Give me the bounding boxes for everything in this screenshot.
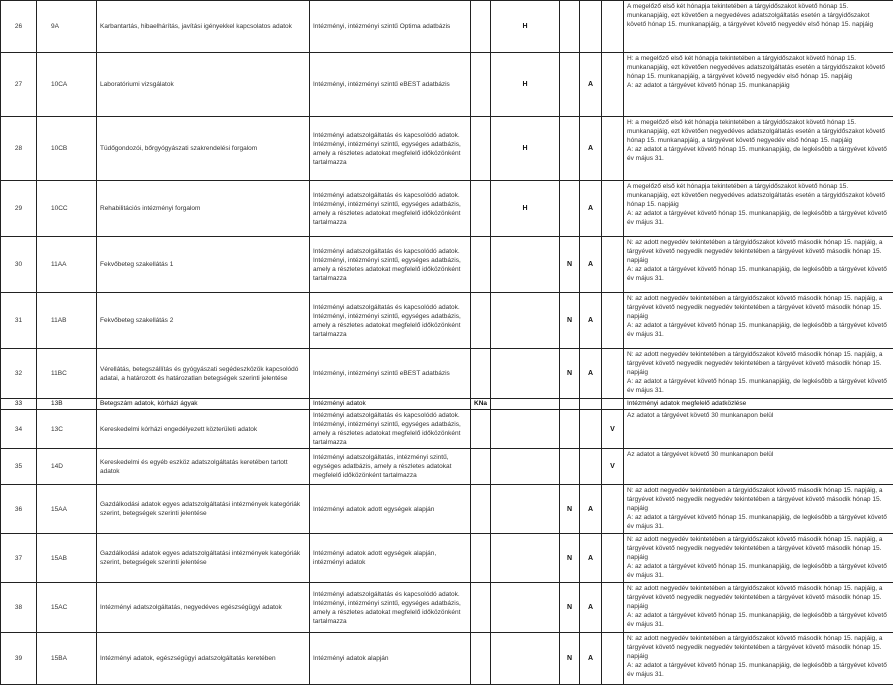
row-deadline-note: N: az adott negyedév tekintetében a tárgyidőszakot követő második hónap 15. napjáig, a tárgyévet követő negyedik negyedév tekintetében a tárgyévet követő második hónap 15. napjáig A: az adatot a tárgyévet követő hónap 15. munkanapjáig, de legkésőbb a tárgyévet követő év május 31.	[624, 633, 893, 685]
row-description: Gazdálkodási adatok egyes adatszolgáltatási intézmények kategóriák szerint, betegségek szerinti jelentése	[97, 485, 310, 534]
row-code: 10CA	[37, 53, 97, 117]
row-flag-h	[491, 293, 560, 349]
row-flag-v	[602, 633, 624, 685]
row-source: Intézményi adatszolgáltatás és kapcsolódó adatok. Intézményi, intézményi szintű, egységes adatbázis, amely a részletes adatokat megfelelő időközönként tartalmazza	[310, 237, 471, 293]
row-deadline-note: N: az adott negyedév tekintetében a tárgyidőszakot követő második hónap 15. napjáig, a tárgyévet követő negyedik negyedév tekintetében a tárgyévet követő második hónap 15. napjáig A: az adatot a tárgyévet követő hónap 15. munkanapjáig, de legkésőbb a tárgyévet követő év május 31.	[624, 534, 893, 583]
row-number: 30	[1, 237, 37, 293]
row-source: Intézményi, intézményi szintű eBEST adatbázis	[310, 53, 471, 117]
row-source: Intézményi adatszolgáltatás és kapcsolódó adatok. Intézményi, intézményi szintű, egységes adatbázis, amely a részletes adatokat megfelelő időközönként tartalmazza	[310, 293, 471, 349]
row-flag-a: A	[580, 53, 602, 117]
row-code: 15AC	[37, 583, 97, 633]
row-description: Intézményi adatszolgáltatás, negyedéves egészségügyi adatok	[97, 583, 310, 633]
row-code: 13B	[37, 399, 97, 410]
row-flag-a: A	[580, 534, 602, 583]
row-flag-h	[491, 449, 560, 485]
row-flag-a: A	[580, 293, 602, 349]
row-deadline-note: Intézményi adatok megfelelő adatközlése	[624, 399, 893, 410]
table-row	[1, 399, 893, 410]
row-source: Intézményi adatok adott egységek alapján	[310, 485, 471, 534]
row-deadline-note: A megelőző első két hónapja tekintetében a tárgyidőszakot követő hónap 15. munkanapjáig, ezt követően a negyedéves adatszolgáltatás esetén a tárgyidőszakot követő hónap 15. munkanapjáig, a tárgyévet követő negyedév első hónap 15. napjáig	[624, 1, 893, 53]
row-flag-a	[580, 449, 602, 485]
row-description: Laboratóriumi vizsgálatok	[97, 53, 310, 117]
row-flag-h	[491, 583, 560, 633]
row-flag-v	[602, 399, 624, 410]
table-row	[1, 583, 893, 633]
row-number: 29	[1, 181, 37, 237]
row-flag-v	[602, 534, 624, 583]
row-flag-k	[471, 53, 491, 117]
row-source: Intézményi, intézményi szintű Optima adatbázis	[310, 1, 471, 53]
row-flag-v	[602, 1, 624, 53]
row-deadline-note: A megelőző első két hónapja tekintetében a tárgyidőszakot követő hónap 15. munkanapjáig, ezt követően negyedéves adatszolgáltatás esetén a tárgyidőszakot követő hónap 15. napjáig A: az adatot a tárgyévet követő hónap 15. munkanapjáig, de legkésőbb a tárgyévet követő év május 31.	[624, 181, 893, 237]
row-description: Kereskedelmi kórházi engedélyezett közterületi adatok	[97, 410, 310, 449]
row-description: Karbantartás, hibaelhárítás, javítási igényekkel kapcsolatos adatok	[97, 1, 310, 53]
row-flag-n: N	[560, 237, 580, 293]
table-row	[1, 534, 893, 583]
row-flag-n: N	[560, 485, 580, 534]
row-flag-k	[471, 485, 491, 534]
row-flag-a	[580, 399, 602, 410]
row-flag-a: A	[580, 117, 602, 181]
row-flag-a	[580, 1, 602, 53]
row-description: Intézményi adatok, egészségügyi adatszolgáltatás keretében	[97, 633, 310, 685]
row-flag-k	[471, 181, 491, 237]
row-code: 10CB	[37, 117, 97, 181]
row-number: 38	[1, 583, 37, 633]
row-deadline-note: N: az adott negyedév tekintetében a tárgyidőszakot követő második hónap 15. napjáig, a tárgyévet követő negyedik negyedév tekintetében a tárgyévet követő második hónap 15. napjáig A: az adatot a tárgyévet követő hónap 15. munkanapjáig, de legkésőbb a tárgyévet követő év május 31.	[624, 237, 893, 293]
row-flag-v	[602, 53, 624, 117]
row-description: Betegszám adatok, kórházi ágyak	[97, 399, 310, 410]
row-code: 14D	[37, 449, 97, 485]
table-row	[1, 1, 893, 53]
row-flag-h: H	[491, 53, 560, 117]
row-deadline-note: N: az adott negyedév tekintetében a tárgyidőszakot követő második hónap 15. napjáig, a tárgyévet követő negyedik negyedév tekintetében a tárgyévet követő második hónap 15. napjáig A: az adatot a tárgyévet követő hónap 15. munkanapjáig, de legkésőbb a tárgyévet követő év május 31.	[624, 485, 893, 534]
row-flag-a: A	[580, 181, 602, 237]
row-flag-v	[602, 237, 624, 293]
row-description: Tüdőgondozói, bőrgyógyászati szakrendelési forgalom	[97, 117, 310, 181]
row-source: Intézményi adatok adott egységek alapján, intézményi adatok	[310, 534, 471, 583]
row-source: Intézményi adatszolgáltatás, intézményi szintű, egységes adatbázis, amely a részletes adatokat megfelelő időközönként tartalmazza	[310, 449, 471, 485]
row-flag-n: N	[560, 349, 580, 399]
row-code: 15AA	[37, 485, 97, 534]
row-flag-n	[560, 117, 580, 181]
row-source: Intézményi adatszolgáltatás és kapcsolódó adatok. Intézményi, intézményi szintű, egységes adatbázis, amely a részletes adatokat megfelelő időközönként tartalmazza	[310, 181, 471, 237]
row-code: 11AA	[37, 237, 97, 293]
row-description: Vérellátás, betegszállítás és gyógyászati segédeszközök kapcsolódó adatai, a határozott és határozatlan betegségek szerinti jelentése	[97, 349, 310, 399]
row-code: 15BA	[37, 633, 97, 685]
row-number: 35	[1, 449, 37, 485]
row-deadline-note: N: az adott negyedév tekintetében a tárgyidőszakot követő második hónap 15. napjáig, a tárgyévet követő negyedik negyedév tekintetében a tárgyévet követő második hónap 15. napjáig A: az adatot a tárgyévet követő hónap 15. munkanapjáig, de legkésőbb a tárgyévet követő év május 31.	[624, 583, 893, 633]
row-flag-h	[491, 485, 560, 534]
row-flag-v	[602, 583, 624, 633]
row-number: 28	[1, 117, 37, 181]
row-description: Fekvőbeteg szakellátás 1	[97, 237, 310, 293]
row-description: Rehabilitációs intézményi forgalom	[97, 181, 310, 237]
row-number: 36	[1, 485, 37, 534]
row-deadline-note: Az adatot a tárgyévet követő 30 munkanapon belül	[624, 410, 893, 449]
row-flag-v	[602, 485, 624, 534]
row-flag-n: N	[560, 293, 580, 349]
row-deadline-note: H: a megelőző első két hónapja tekintetében a tárgyidőszakot követő hónap 15. munkanapjáig, ezt követően negyedéves adatszolgáltatás esetén a tárgyidőszakot követő hónap 15. munkanapjáig, a tárgyévet követő negyedév első hónap 15. napjáig A: az adatot a tárgyévet követő hónap 15. munkanapjáig, de legkésőbb a tárgyévet követő év május 31.	[624, 117, 893, 181]
table-row	[1, 633, 893, 685]
row-number: 34	[1, 410, 37, 449]
row-flag-h: H	[491, 181, 560, 237]
row-flag-h	[491, 633, 560, 685]
row-deadline-note: N: az adott negyedév tekintetében a tárgyidőszakot követő második hónap 15. napjáig, a tárgyévet követő negyedik negyedév tekintetében a tárgyévet követő második hónap 15. napjáig A: az adatot a tárgyévet követő hónap 15. munkanapjáig, de legkésőbb a tárgyévet követő év május 31.	[624, 349, 893, 399]
row-flag-n	[560, 449, 580, 485]
row-flag-n: N	[560, 633, 580, 685]
row-code: 9A	[37, 1, 97, 53]
table-row	[1, 53, 893, 117]
table-row	[1, 410, 893, 449]
row-flag-v: V	[602, 410, 624, 449]
row-flag-h	[491, 349, 560, 399]
row-deadline-note: Az adatot a tárgyévet követő 30 munkanapon belül	[624, 449, 893, 485]
row-code: 15AB	[37, 534, 97, 583]
row-source: Intézményi adatszolgáltatás és kapcsolódó adatok. Intézményi, intézményi szintű, egységes adatbázis, amely a részletes adatokat megfelelő időközönként tartalmazza	[310, 117, 471, 181]
row-description: Fekvőbeteg szakellátás 2	[97, 293, 310, 349]
table-row	[1, 181, 893, 237]
row-number: 27	[1, 53, 37, 117]
row-flag-k	[471, 117, 491, 181]
row-source: Intézményi adatszolgáltatás és kapcsolódó adatok. Intézményi, intézményi szintű, egységes adatbázis, amely a részletes adatokat megfelelő időközönként tartalmazza	[310, 410, 471, 449]
row-source: Intézményi adatok	[310, 399, 471, 410]
row-source: Intézményi adatszolgáltatás és kapcsolódó adatok. Intézményi, intézményi szintű, egységes adatbázis, amely a részletes adatokat megfelelő időközönként tartalmazza	[310, 583, 471, 633]
row-code: 10CC	[37, 181, 97, 237]
row-flag-k	[471, 633, 491, 685]
row-flag-k: KNa	[471, 399, 491, 410]
table-row	[1, 117, 893, 181]
table-row	[1, 237, 893, 293]
row-flag-a: A	[580, 237, 602, 293]
row-flag-k	[471, 583, 491, 633]
row-number: 39	[1, 633, 37, 685]
row-flag-h	[491, 534, 560, 583]
row-number: 31	[1, 293, 37, 349]
row-number: 32	[1, 349, 37, 399]
table-row	[1, 449, 893, 485]
row-flag-n: N	[560, 534, 580, 583]
row-flag-n	[560, 181, 580, 237]
row-flag-v	[602, 181, 624, 237]
table-body	[1, 1, 893, 685]
row-number: 33	[1, 399, 37, 410]
row-flag-h: H	[491, 117, 560, 181]
row-flag-n	[560, 410, 580, 449]
row-flag-n	[560, 399, 580, 410]
row-description: Kereskedelmi és egyéb eszköz adatszolgáltatás keretében tartott adatok	[97, 449, 310, 485]
row-flag-k	[471, 237, 491, 293]
row-number: 26	[1, 1, 37, 53]
row-flag-a: A	[580, 485, 602, 534]
row-flag-k	[471, 1, 491, 53]
table-row	[1, 485, 893, 534]
row-number: 37	[1, 534, 37, 583]
table-row	[1, 349, 893, 399]
row-flag-k	[471, 410, 491, 449]
row-source: Intézményi adatok alapján	[310, 633, 471, 685]
row-flag-v: V	[602, 449, 624, 485]
row-flag-a	[580, 410, 602, 449]
row-flag-a: A	[580, 633, 602, 685]
row-flag-n	[560, 53, 580, 117]
row-flag-a: A	[580, 583, 602, 633]
row-flag-k	[471, 449, 491, 485]
row-flag-v	[602, 293, 624, 349]
row-deadline-note: N: az adott negyedév tekintetében a tárgyidőszakot követő második hónap 15. napjáig, a tárgyévet követő negyedik negyedév tekintetében a tárgyévet követő második hónap 15. napjáig A: az adatot a tárgyévet követő hónap 15. munkanapjáig, de legkésőbb a tárgyévet követő év május 31.	[624, 293, 893, 349]
row-deadline-note: H: a megelőző első két hónapja tekintetében a tárgyidőszakot követő hónap 15. munkanapjáig, ezt követően negyedéves adatszolgáltatás esetén a tárgyidőszakot követő hónap 15. munkanapjáig, a tárgyévet követő negyedév első hónap 15. napjáig A: az adatot a tárgyévet követő hónap 15. munkanapjáig	[624, 53, 893, 117]
table-row	[1, 293, 893, 349]
row-code: 11BC	[37, 349, 97, 399]
row-flag-n	[560, 1, 580, 53]
row-code: 13C	[37, 410, 97, 449]
row-code: 11AB	[37, 293, 97, 349]
row-flag-k	[471, 349, 491, 399]
row-source: Intézményi, intézményi szintű eBEST adatbázis	[310, 349, 471, 399]
row-flag-k	[471, 534, 491, 583]
row-flag-a: A	[580, 349, 602, 399]
row-flag-h: H	[491, 1, 560, 53]
row-flag-h	[491, 237, 560, 293]
row-flag-v	[602, 117, 624, 181]
row-flag-h	[491, 399, 560, 410]
row-description: Gazdálkodási adatok egyes adatszolgáltatási intézmények kategóriák szerint, betegségek szerinti jelentése	[97, 534, 310, 583]
row-flag-h	[491, 410, 560, 449]
row-flag-v	[602, 349, 624, 399]
row-flag-k	[471, 293, 491, 349]
row-flag-n: N	[560, 583, 580, 633]
